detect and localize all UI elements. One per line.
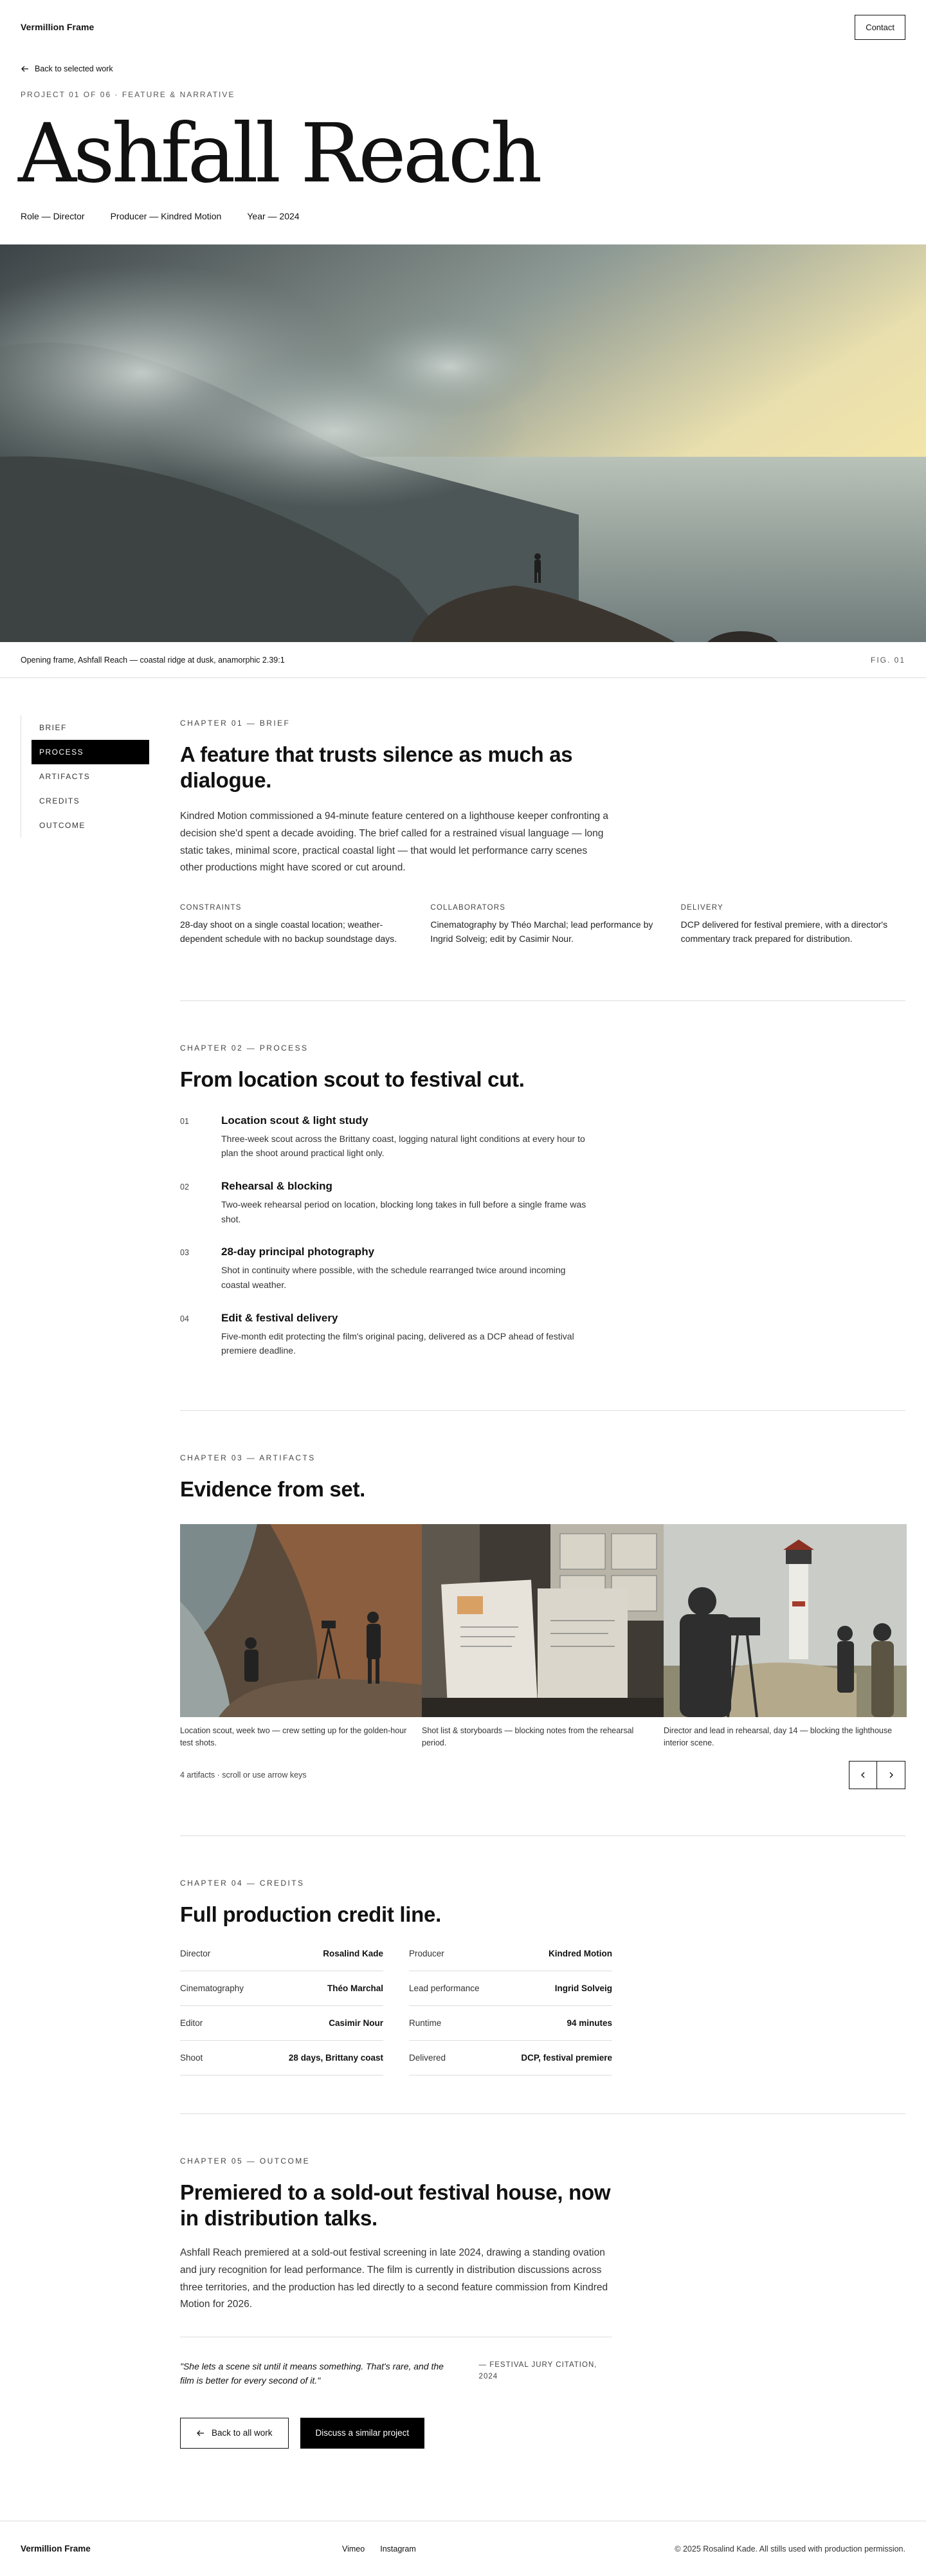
artifact-photo-storyboard bbox=[422, 1524, 665, 1717]
site-footer bbox=[0, 2521, 926, 2576]
detail-label: COLLABORATORS bbox=[430, 903, 506, 912]
process-step bbox=[180, 1180, 905, 1226]
back-to-all-work-button[interactable] bbox=[180, 2418, 289, 2449]
process-step bbox=[180, 1114, 905, 1161]
meta-producer: Producer — Kindred Motion bbox=[110, 211, 222, 221]
artifact-caption: Director and lead in rehearsal, day 14 — blocking the lighthouse interior scene. bbox=[664, 1725, 893, 1747]
footer-links bbox=[342, 2544, 416, 2553]
process-step bbox=[180, 1246, 905, 1292]
detail-value: DCP delivered for festival premiere, with a director's commentary track prepared for distribution. bbox=[680, 919, 888, 944]
artifact-card[interactable] bbox=[180, 1524, 422, 1750]
step-title: 28-day principal photography bbox=[221, 1246, 375, 1258]
chapter-sidebar bbox=[21, 715, 149, 838]
jury-quote bbox=[180, 2337, 612, 2388]
chapter-label: CHAPTER 04 — CREDITS bbox=[180, 1879, 305, 1888]
step-number: 02 bbox=[180, 1182, 189, 1191]
artifact-card[interactable] bbox=[664, 1524, 905, 1750]
section-heading: A feature that trusts silence as much as dialogue. bbox=[180, 742, 573, 792]
credit-row bbox=[409, 1971, 612, 2006]
process-step bbox=[180, 1312, 905, 1358]
contact-button[interactable]: Contact bbox=[855, 15, 905, 40]
site-header bbox=[0, 0, 926, 54]
artifact-card[interactable] bbox=[422, 1524, 664, 1750]
detail-label: DELIVERY bbox=[680, 903, 723, 912]
credit-role: Editor bbox=[180, 2018, 203, 2028]
step-description: Five-month edit protecting the film's original pacing, delivered as a DCP ahead of festival premiere deadline. bbox=[221, 1330, 574, 1356]
section-divider bbox=[180, 1000, 905, 1001]
credit-role: Director bbox=[180, 1948, 211, 1958]
credit-row bbox=[409, 1937, 612, 1971]
sidebar-item-brief[interactable]: BRIEF bbox=[39, 723, 67, 732]
instagram-link[interactable]: Instagram bbox=[380, 2544, 416, 2553]
step-title: Edit & festival delivery bbox=[221, 1311, 338, 1324]
section-heading: Evidence from set. bbox=[180, 1477, 366, 1501]
gallery-next-button[interactable] bbox=[877, 1761, 905, 1789]
credit-name: Théo Marchal bbox=[327, 1983, 383, 1993]
project-eyebrow: PROJECT 01 OF 06 · FEATURE & NARRATIVE bbox=[21, 90, 235, 99]
back-to-work-link[interactable] bbox=[0, 63, 926, 75]
figure-number: FIG. 01 bbox=[870, 655, 905, 665]
button-label: Back to all work bbox=[212, 2428, 273, 2438]
section-heading: Premiered to a sold-out festival house, now in distribution talks. bbox=[180, 2180, 611, 2230]
credit-row bbox=[180, 2006, 383, 2041]
credit-row bbox=[180, 1971, 383, 2006]
credits-section bbox=[180, 1879, 905, 2075]
step-title: Location scout & light study bbox=[221, 1114, 368, 1127]
chapter-label: CHAPTER 01 — BRIEF bbox=[180, 719, 291, 728]
artifact-photo-scout bbox=[180, 1524, 423, 1717]
step-description: Three-week scout across the Brittany coast, logging natural light conditions at every hour to plan the shoot around practical light only. bbox=[221, 1133, 585, 1159]
credit-row bbox=[180, 1937, 383, 1971]
sidebar-item-artifacts[interactable]: ARTIFACTS bbox=[39, 772, 91, 781]
hero-caption: Opening frame, Ashfall Reach — coastal ridge at dusk, anamorphic 2.39:1 bbox=[21, 655, 285, 665]
credit-role: Shoot bbox=[180, 2052, 203, 2063]
step-number: 01 bbox=[180, 1116, 189, 1126]
chapter-label: CHAPTER 05 — OUTCOME bbox=[180, 2157, 311, 2166]
outcome-actions bbox=[180, 2418, 905, 2449]
step-description: Shot in continuity where possible, with the schedule rearranged twice around incoming coastal weather. bbox=[221, 1265, 566, 1290]
process-section bbox=[180, 1044, 905, 1377]
credit-role: Cinematography bbox=[180, 1983, 244, 1993]
section-divider bbox=[180, 1835, 905, 1836]
detail-collaborators bbox=[430, 904, 655, 946]
chapter-label: CHAPTER 03 — ARTIFACTS bbox=[180, 1453, 316, 1462]
credits-column-left bbox=[180, 1937, 383, 2075]
step-number: 03 bbox=[180, 1248, 189, 1258]
detail-label: CONSTRAINTS bbox=[180, 903, 242, 912]
chevron-left-icon bbox=[859, 1771, 867, 1779]
sidebar-item-credits[interactable]: CREDITS bbox=[39, 796, 80, 805]
meta-year: Year — 2024 bbox=[247, 211, 300, 221]
quote-text: "She lets a scene sit until it means something. That's rare, and the film is better for every second of it." bbox=[180, 2360, 444, 2386]
artifacts-section bbox=[180, 1453, 905, 1789]
credit-name: DCP, festival premiere bbox=[521, 2052, 612, 2063]
gallery-hint: 4 artifacts · scroll or use arrow keys bbox=[180, 1771, 307, 1780]
credit-row bbox=[409, 2041, 612, 2075]
artifact-caption: Shot list & storyboards — blocking notes from the rehearsal period. bbox=[422, 1725, 634, 1747]
section-heading: From location scout to festival cut. bbox=[180, 1067, 525, 1091]
credit-role: Lead performance bbox=[409, 1983, 480, 1993]
quote-source: — FESTIVAL JURY CITATION, 2024 bbox=[478, 2360, 597, 2381]
brief-section bbox=[180, 719, 905, 946]
chevron-right-icon bbox=[887, 1771, 895, 1779]
credit-name: 28 days, Brittany coast bbox=[288, 2052, 383, 2063]
credit-name: Rosalind Kade bbox=[323, 1948, 383, 1958]
credit-name: Ingrid Solveig bbox=[554, 1983, 612, 1993]
gallery-controls bbox=[849, 1761, 905, 1789]
artifact-photo-rehearsal bbox=[664, 1524, 907, 1717]
section-body: Ashfall Reach premiered at a sold-out festival screening in late 2024, drawing a standing ovation and jury recognition for lead performance. The film is currently in distribution discussions across three territories, and the production has led directly to a second feature commission from Kindred Motion for 2026. bbox=[180, 2247, 608, 2310]
detail-constraints bbox=[180, 904, 404, 946]
detail-value: 28-day shoot on a single coastal location; weather-dependent schedule with no backup soundstage days. bbox=[180, 919, 397, 944]
gallery-prev-button[interactable] bbox=[849, 1761, 877, 1789]
arrow-left-icon bbox=[21, 64, 30, 73]
credits-column-right bbox=[409, 1937, 612, 2075]
credit-name: Kindred Motion bbox=[549, 1948, 612, 1958]
credit-role: Producer bbox=[409, 1948, 444, 1958]
step-title: Rehearsal & blocking bbox=[221, 1179, 332, 1192]
vimeo-link[interactable]: Vimeo bbox=[342, 2544, 365, 2553]
section-body: Kindred Motion commissioned a 94-minute feature centered on a lighthouse keeper confronting a decision she'd spent a decade avoiding. The brief called for a restrained visual language — long static takes, minimal score, practical coastal light — that would let performance carry scenes other productions might have scored or cut around. bbox=[180, 811, 609, 874]
discuss-project-button[interactable]: Discuss a similar project bbox=[300, 2418, 425, 2449]
page-title: Ashfall Reach bbox=[18, 106, 540, 201]
gallery-footer bbox=[180, 1761, 905, 1789]
section-divider bbox=[180, 2113, 905, 2114]
meta-role: Role — Director bbox=[21, 211, 85, 221]
section-heading: Full production credit line. bbox=[180, 1902, 441, 1926]
detail-value: Cinematography by Théo Marchal; lead performance by Ingrid Solveig; edit by Casimir Nour. bbox=[430, 919, 653, 944]
credit-row bbox=[180, 2041, 383, 2075]
credit-name: 94 minutes bbox=[567, 2018, 612, 2028]
credits-table bbox=[180, 1937, 905, 2075]
sidebar-item-process[interactable]: PROCESS bbox=[32, 740, 149, 764]
sidebar-item-outcome[interactable]: OUTCOME bbox=[39, 821, 86, 830]
brief-details bbox=[180, 904, 905, 946]
back-link-label: Back to selected work bbox=[35, 64, 113, 73]
arrow-left-icon bbox=[196, 2429, 205, 2438]
artifact-gallery[interactable] bbox=[180, 1524, 905, 1750]
detail-delivery bbox=[681, 904, 905, 946]
credit-row bbox=[409, 2006, 612, 2041]
hero-caption-bar bbox=[0, 642, 926, 678]
section-divider bbox=[180, 1410, 905, 1411]
outcome-section bbox=[180, 2157, 905, 2449]
artifact-caption: Location scout, week two — crew setting up for the golden-hour test shots. bbox=[180, 1725, 407, 1747]
hero-image bbox=[0, 244, 926, 642]
credit-role: Runtime bbox=[409, 2018, 442, 2028]
process-steps bbox=[180, 1114, 905, 1358]
credit-role: Delivered bbox=[409, 2052, 446, 2063]
footer-brand[interactable]: Vermillion Frame bbox=[21, 2544, 91, 2553]
step-number: 04 bbox=[180, 1314, 189, 1323]
brand-logo[interactable]: Vermillion Frame bbox=[21, 22, 95, 32]
project-meta bbox=[0, 211, 926, 221]
step-description: Two-week rehearsal period on location, blocking long takes in full before a single frame was shot. bbox=[221, 1199, 586, 1224]
copyright: © 2025 Rosalind Kade. All stills used with production permission. bbox=[675, 2544, 905, 2553]
chapter-label: CHAPTER 02 — PROCESS bbox=[180, 1044, 309, 1053]
credit-name: Casimir Nour bbox=[329, 2018, 383, 2028]
